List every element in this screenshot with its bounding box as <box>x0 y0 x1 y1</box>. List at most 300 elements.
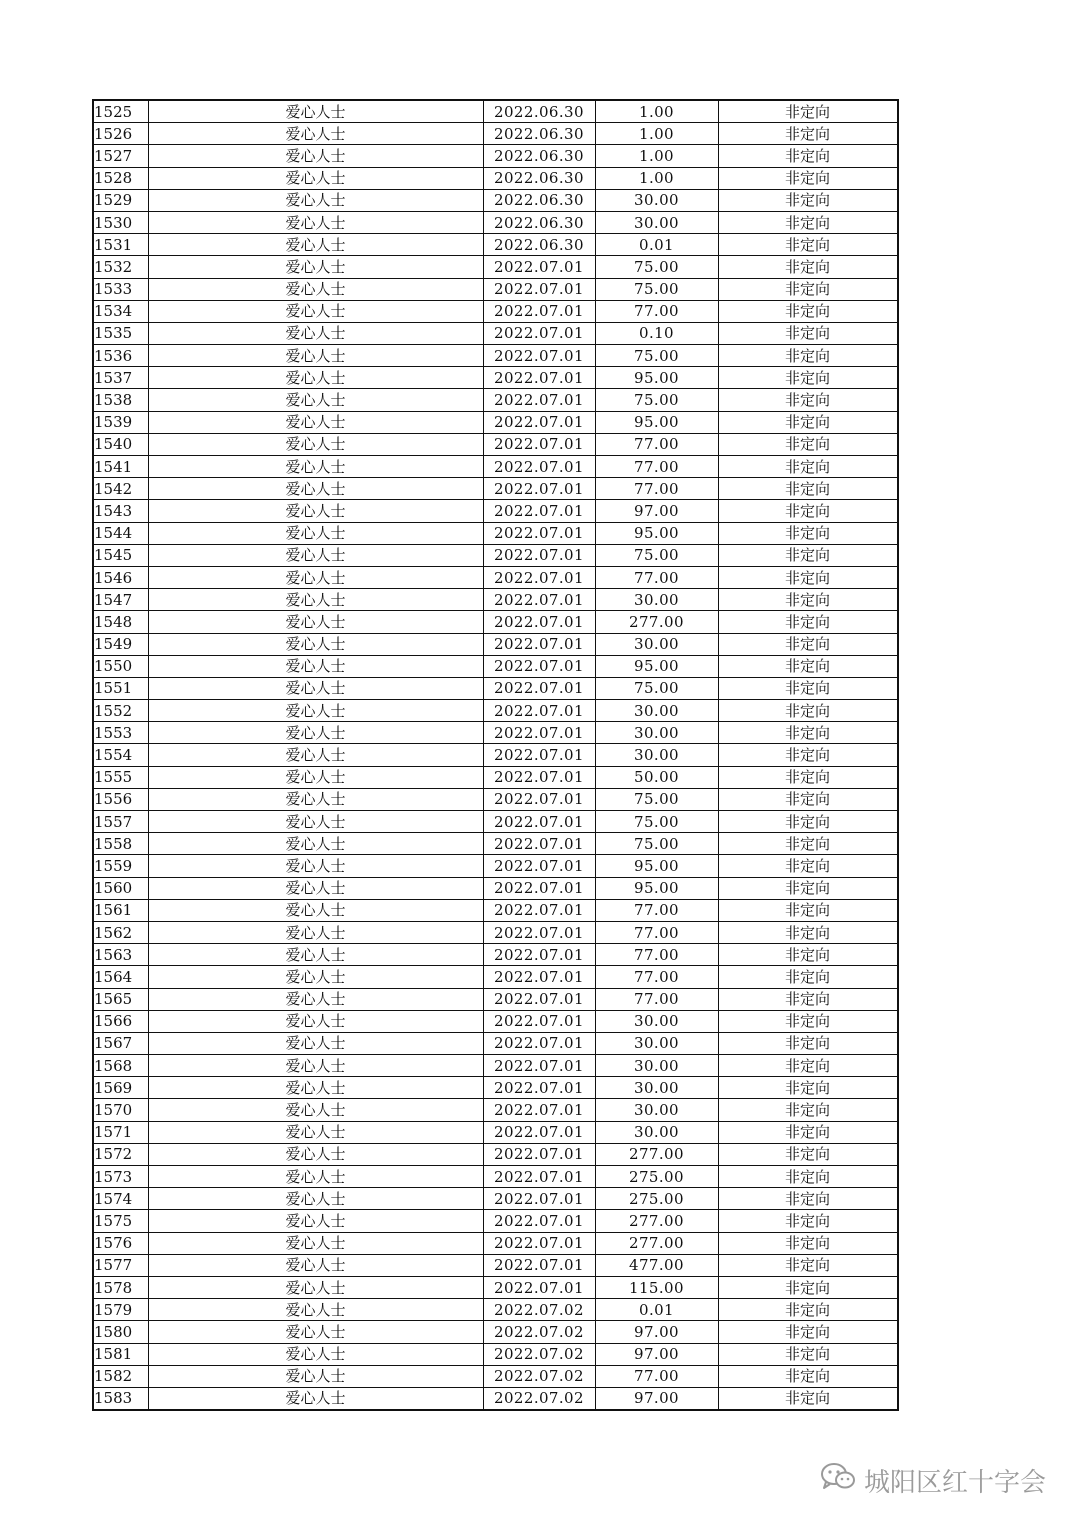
row-number-cell: 1543 <box>93 500 148 522</box>
donation-date-cell: 2022.07.01 <box>483 300 595 322</box>
donation-date-cell: 2022.07.02 <box>483 1387 595 1410</box>
donor-name-cell: 爱心人士 <box>148 300 483 322</box>
donation-amount-cell: 77.00 <box>595 966 718 988</box>
donation-amount-cell: 97.00 <box>595 1343 718 1365</box>
table-row <box>93 167 898 189</box>
donor-name-cell: 爱心人士 <box>148 1166 483 1188</box>
donation-date-cell: 2022.07.01 <box>483 1254 595 1276</box>
donation-amount-cell: 30.00 <box>595 1121 718 1143</box>
table-row <box>93 1010 898 1032</box>
table-row <box>93 788 898 810</box>
row-number-cell: 1532 <box>93 256 148 278</box>
donor-name-cell: 爱心人士 <box>148 145 483 167</box>
donation-amount-cell: 77.00 <box>595 566 718 588</box>
donation-amount-cell: 77.00 <box>595 1365 718 1387</box>
table-row <box>93 1166 898 1188</box>
donor-name-cell: 爱心人士 <box>148 189 483 211</box>
donation-type-cell: 非定向 <box>718 1365 898 1387</box>
donation-date-cell: 2022.07.01 <box>483 744 595 766</box>
table-row <box>93 744 898 766</box>
donor-name-cell: 爱心人士 <box>148 1343 483 1365</box>
donation-amount-cell: 1.00 <box>595 100 718 123</box>
row-number-cell: 1556 <box>93 788 148 810</box>
donation-date-cell: 2022.06.30 <box>483 211 595 233</box>
donation-type-cell: 非定向 <box>718 633 898 655</box>
donation-amount-cell: 1.00 <box>595 123 718 145</box>
row-number-cell: 1561 <box>93 899 148 921</box>
table-row <box>93 921 898 943</box>
donor-name-cell: 爱心人士 <box>148 167 483 189</box>
table-row <box>93 478 898 500</box>
table-row <box>93 189 898 211</box>
donation-type-cell: 非定向 <box>718 566 898 588</box>
table-row <box>93 677 898 699</box>
row-number-cell: 1577 <box>93 1254 148 1276</box>
donation-date-cell: 2022.06.30 <box>483 234 595 256</box>
row-number-cell: 1536 <box>93 345 148 367</box>
row-number-cell: 1557 <box>93 811 148 833</box>
donation-amount-cell: 30.00 <box>595 1032 718 1054</box>
donation-amount-cell: 477.00 <box>595 1254 718 1276</box>
donation-type-cell: 非定向 <box>718 278 898 300</box>
donation-amount-cell: 97.00 <box>595 500 718 522</box>
donation-amount-cell: 30.00 <box>595 1055 718 1077</box>
donation-type-cell: 非定向 <box>718 1232 898 1254</box>
donor-name-cell: 爱心人士 <box>148 833 483 855</box>
donation-amount-cell: 0.10 <box>595 322 718 344</box>
donation-type-cell: 非定向 <box>718 811 898 833</box>
donor-name-cell: 爱心人士 <box>148 123 483 145</box>
donation-amount-cell: 75.00 <box>595 788 718 810</box>
donation-amount-cell: 77.00 <box>595 300 718 322</box>
table-row <box>93 211 898 233</box>
donation-type-cell: 非定向 <box>718 500 898 522</box>
donation-amount-cell: 97.00 <box>595 1321 718 1343</box>
donation-type-cell: 非定向 <box>718 1299 898 1321</box>
donation-amount-cell: 95.00 <box>595 877 718 899</box>
donation-amount-cell: 75.00 <box>595 544 718 566</box>
donation-type-cell: 非定向 <box>718 744 898 766</box>
row-number-cell: 1575 <box>93 1210 148 1232</box>
row-number-cell: 1567 <box>93 1032 148 1054</box>
donation-date-cell: 2022.07.02 <box>483 1299 595 1321</box>
row-number-cell: 1563 <box>93 944 148 966</box>
donation-type-cell: 非定向 <box>718 988 898 1010</box>
donation-amount-cell: 115.00 <box>595 1276 718 1298</box>
donation-date-cell: 2022.06.30 <box>483 145 595 167</box>
donation-type-cell: 非定向 <box>718 189 898 211</box>
donation-date-cell: 2022.07.01 <box>483 411 595 433</box>
donation-amount-cell: 30.00 <box>595 1010 718 1032</box>
table-row <box>93 500 898 522</box>
table-row <box>93 1143 898 1165</box>
donation-date-cell: 2022.07.01 <box>483 1055 595 1077</box>
table-row <box>93 345 898 367</box>
row-number-cell: 1565 <box>93 988 148 1010</box>
donation-amount-cell: 77.00 <box>595 988 718 1010</box>
donation-date-cell: 2022.07.02 <box>483 1343 595 1365</box>
donation-type-cell: 非定向 <box>718 899 898 921</box>
row-number-cell: 1527 <box>93 145 148 167</box>
row-number-cell: 1559 <box>93 855 148 877</box>
donation-date-cell: 2022.07.01 <box>483 345 595 367</box>
row-number-cell: 1544 <box>93 522 148 544</box>
table-row <box>93 1121 898 1143</box>
donor-name-cell: 爱心人士 <box>148 677 483 699</box>
donation-type-cell: 非定向 <box>718 1343 898 1365</box>
donation-type-cell: 非定向 <box>718 211 898 233</box>
table-row <box>93 123 898 145</box>
donor-name-cell: 爱心人士 <box>148 389 483 411</box>
row-number-cell: 1530 <box>93 211 148 233</box>
donation-type-cell: 非定向 <box>718 921 898 943</box>
row-number-cell: 1529 <box>93 189 148 211</box>
row-number-cell: 1568 <box>93 1055 148 1077</box>
donor-name-cell: 爱心人士 <box>148 1365 483 1387</box>
table-row <box>93 1321 898 1343</box>
donor-name-cell: 爱心人士 <box>148 1032 483 1054</box>
table-row <box>93 456 898 478</box>
table-row <box>93 322 898 344</box>
donation-type-cell: 非定向 <box>718 544 898 566</box>
row-number-cell: 1566 <box>93 1010 148 1032</box>
table-row <box>93 1210 898 1232</box>
donation-date-cell: 2022.07.02 <box>483 1321 595 1343</box>
table-row <box>93 256 898 278</box>
row-number-cell: 1531 <box>93 234 148 256</box>
table-row <box>93 655 898 677</box>
watermark-text: 城阳区红十字会 <box>863 1467 1046 1498</box>
donation-date-cell: 2022.07.01 <box>483 456 595 478</box>
donation-amount-cell: 30.00 <box>595 189 718 211</box>
donation-type-cell: 非定向 <box>718 167 898 189</box>
donation-amount-cell: 30.00 <box>595 589 718 611</box>
donor-name-cell: 爱心人士 <box>148 944 483 966</box>
donation-type-cell: 非定向 <box>718 300 898 322</box>
table-row <box>93 1276 898 1298</box>
table-row <box>93 411 898 433</box>
donation-date-cell: 2022.07.02 <box>483 1365 595 1387</box>
donation-type-cell: 非定向 <box>718 655 898 677</box>
donor-name-cell: 爱心人士 <box>148 322 483 344</box>
donation-amount-cell: 50.00 <box>595 766 718 788</box>
donation-date-cell: 2022.07.01 <box>483 1010 595 1032</box>
donation-amount-cell: 75.00 <box>595 345 718 367</box>
donor-name-cell: 爱心人士 <box>148 1276 483 1298</box>
donation-date-cell: 2022.07.01 <box>483 899 595 921</box>
donor-name-cell: 爱心人士 <box>148 278 483 300</box>
donor-name-cell: 爱心人士 <box>148 744 483 766</box>
row-number-cell: 1525 <box>93 100 148 123</box>
donation-amount-cell: 277.00 <box>595 1232 718 1254</box>
donor-name-cell: 爱心人士 <box>148 566 483 588</box>
donation-table <box>92 99 899 1411</box>
row-number-cell: 1546 <box>93 566 148 588</box>
table-row <box>93 522 898 544</box>
row-number-cell: 1564 <box>93 966 148 988</box>
donation-amount-cell: 1.00 <box>595 167 718 189</box>
table-row <box>93 589 898 611</box>
row-number-cell: 1571 <box>93 1121 148 1143</box>
donation-table-body <box>93 100 898 1410</box>
donation-type-cell: 非定向 <box>718 1254 898 1276</box>
donation-date-cell: 2022.07.01 <box>483 1232 595 1254</box>
donation-type-cell: 非定向 <box>718 1321 898 1343</box>
donor-name-cell: 爱心人士 <box>148 1321 483 1343</box>
donation-type-cell: 非定向 <box>718 522 898 544</box>
donation-date-cell: 2022.07.01 <box>483 677 595 699</box>
donor-name-cell: 爱心人士 <box>148 921 483 943</box>
row-number-cell: 1542 <box>93 478 148 500</box>
donation-amount-cell: 277.00 <box>595 1210 718 1232</box>
donation-amount-cell: 95.00 <box>595 411 718 433</box>
donation-type-cell: 非定向 <box>718 677 898 699</box>
donation-amount-cell: 75.00 <box>595 677 718 699</box>
donation-amount-cell: 30.00 <box>595 744 718 766</box>
row-number-cell: 1553 <box>93 722 148 744</box>
table-row <box>93 877 898 899</box>
donation-date-cell: 2022.07.01 <box>483 655 595 677</box>
wechat-icon <box>820 1461 856 1500</box>
row-number-cell: 1537 <box>93 367 148 389</box>
donation-amount-cell: 77.00 <box>595 899 718 921</box>
donation-amount-cell: 77.00 <box>595 944 718 966</box>
donation-type-cell: 非定向 <box>718 722 898 744</box>
donor-name-cell: 爱心人士 <box>148 1188 483 1210</box>
row-number-cell: 1526 <box>93 123 148 145</box>
donation-amount-cell: 95.00 <box>595 367 718 389</box>
donation-type-cell: 非定向 <box>718 1121 898 1143</box>
donation-type-cell: 非定向 <box>718 700 898 722</box>
table-row <box>93 966 898 988</box>
donation-type-cell: 非定向 <box>718 456 898 478</box>
donor-name-cell: 爱心人士 <box>148 1010 483 1032</box>
donation-date-cell: 2022.07.01 <box>483 589 595 611</box>
donation-date-cell: 2022.07.01 <box>483 921 595 943</box>
table-row <box>93 766 898 788</box>
donation-type-cell: 非定向 <box>718 589 898 611</box>
donation-type-cell: 非定向 <box>718 322 898 344</box>
donation-date-cell: 2022.07.01 <box>483 1188 595 1210</box>
donation-amount-cell: 30.00 <box>595 722 718 744</box>
donor-name-cell: 爱心人士 <box>148 1055 483 1077</box>
donor-name-cell: 爱心人士 <box>148 877 483 899</box>
donor-name-cell: 爱心人士 <box>148 234 483 256</box>
donation-amount-cell: 277.00 <box>595 1143 718 1165</box>
table-row <box>93 145 898 167</box>
donation-amount-cell: 75.00 <box>595 256 718 278</box>
table-row <box>93 1299 898 1321</box>
donation-amount-cell: 77.00 <box>595 921 718 943</box>
donation-type-cell: 非定向 <box>718 478 898 500</box>
row-number-cell: 1569 <box>93 1077 148 1099</box>
donation-type-cell: 非定向 <box>718 766 898 788</box>
row-number-cell: 1533 <box>93 278 148 300</box>
table-row <box>93 944 898 966</box>
donor-name-cell: 爱心人士 <box>148 433 483 455</box>
donation-type-cell: 非定向 <box>718 1143 898 1165</box>
donation-type-cell: 非定向 <box>718 1099 898 1121</box>
donation-type-cell: 非定向 <box>718 1276 898 1298</box>
table-row <box>93 1232 898 1254</box>
donor-name-cell: 爱心人士 <box>148 988 483 1010</box>
donation-amount-cell: 75.00 <box>595 811 718 833</box>
donor-name-cell: 爱心人士 <box>148 966 483 988</box>
table-row <box>93 1365 898 1387</box>
donation-amount-cell: 97.00 <box>595 1387 718 1410</box>
donation-amount-cell: 30.00 <box>595 211 718 233</box>
table-row <box>93 722 898 744</box>
donor-name-cell: 爱心人士 <box>148 478 483 500</box>
table-row <box>93 1099 898 1121</box>
table-row <box>93 988 898 1010</box>
donation-date-cell: 2022.07.01 <box>483 833 595 855</box>
donation-date-cell: 2022.07.01 <box>483 944 595 966</box>
donation-amount-cell: 30.00 <box>595 1077 718 1099</box>
donor-name-cell: 爱心人士 <box>148 855 483 877</box>
donor-name-cell: 爱心人士 <box>148 1143 483 1165</box>
donation-date-cell: 2022.06.30 <box>483 100 595 123</box>
donation-type-cell: 非定向 <box>718 1077 898 1099</box>
donation-type-cell: 非定向 <box>718 877 898 899</box>
row-number-cell: 1545 <box>93 544 148 566</box>
donation-date-cell: 2022.07.01 <box>483 811 595 833</box>
donation-date-cell: 2022.07.01 <box>483 256 595 278</box>
donor-name-cell: 爱心人士 <box>148 811 483 833</box>
donation-date-cell: 2022.06.30 <box>483 123 595 145</box>
donation-date-cell: 2022.06.30 <box>483 167 595 189</box>
donation-type-cell: 非定向 <box>718 1010 898 1032</box>
donor-name-cell: 爱心人士 <box>148 1099 483 1121</box>
row-number-cell: 1528 <box>93 167 148 189</box>
donor-name-cell: 爱心人士 <box>148 100 483 123</box>
donation-amount-cell: 1.00 <box>595 145 718 167</box>
donation-date-cell: 2022.07.01 <box>483 611 595 633</box>
donor-name-cell: 爱心人士 <box>148 1121 483 1143</box>
donation-type-cell: 非定向 <box>718 433 898 455</box>
donation-type-cell: 非定向 <box>718 1387 898 1410</box>
donation-date-cell: 2022.07.01 <box>483 322 595 344</box>
donation-date-cell: 2022.07.01 <box>483 433 595 455</box>
donation-type-cell: 非定向 <box>718 855 898 877</box>
donation-amount-cell: 75.00 <box>595 389 718 411</box>
row-number-cell: 1534 <box>93 300 148 322</box>
table-row <box>93 1254 898 1276</box>
row-number-cell: 1578 <box>93 1276 148 1298</box>
donor-name-cell: 爱心人士 <box>148 766 483 788</box>
donation-type-cell: 非定向 <box>718 145 898 167</box>
donation-amount-cell: 77.00 <box>595 433 718 455</box>
donor-name-cell: 爱心人士 <box>148 1232 483 1254</box>
donation-type-cell: 非定向 <box>718 411 898 433</box>
table-row <box>93 899 898 921</box>
donation-type-cell: 非定向 <box>718 611 898 633</box>
table-row <box>93 433 898 455</box>
table-row <box>93 833 898 855</box>
donation-amount-cell: 30.00 <box>595 700 718 722</box>
row-number-cell: 1535 <box>93 322 148 344</box>
table-row <box>93 1032 898 1054</box>
donation-date-cell: 2022.07.01 <box>483 700 595 722</box>
row-number-cell: 1573 <box>93 1166 148 1188</box>
donor-name-cell: 爱心人士 <box>148 522 483 544</box>
row-number-cell: 1540 <box>93 433 148 455</box>
donor-name-cell: 爱心人士 <box>148 1077 483 1099</box>
donation-type-cell: 非定向 <box>718 833 898 855</box>
row-number-cell: 1580 <box>93 1321 148 1343</box>
donor-name-cell: 爱心人士 <box>148 1210 483 1232</box>
row-number-cell: 1555 <box>93 766 148 788</box>
row-number-cell: 1576 <box>93 1232 148 1254</box>
donation-date-cell: 2022.07.01 <box>483 966 595 988</box>
donation-date-cell: 2022.07.01 <box>483 367 595 389</box>
table-row <box>93 389 898 411</box>
donation-date-cell: 2022.07.01 <box>483 544 595 566</box>
table-row <box>93 278 898 300</box>
donation-date-cell: 2022.07.01 <box>483 522 595 544</box>
donation-type-cell: 非定向 <box>718 1032 898 1054</box>
donor-name-cell: 爱心人士 <box>148 211 483 233</box>
donation-type-cell: 非定向 <box>718 389 898 411</box>
row-number-cell: 1570 <box>93 1099 148 1121</box>
row-number-cell: 1579 <box>93 1299 148 1321</box>
row-number-cell: 1574 <box>93 1188 148 1210</box>
donor-name-cell: 爱心人士 <box>148 544 483 566</box>
donation-amount-cell: 30.00 <box>595 1099 718 1121</box>
row-number-cell: 1547 <box>93 589 148 611</box>
donation-date-cell: 2022.07.01 <box>483 1099 595 1121</box>
account-watermark <box>820 1460 1046 1500</box>
donor-name-cell: 爱心人士 <box>148 655 483 677</box>
donor-name-cell: 爱心人士 <box>148 1299 483 1321</box>
row-number-cell: 1549 <box>93 633 148 655</box>
table-row <box>93 1387 898 1410</box>
donation-amount-cell: 77.00 <box>595 456 718 478</box>
donation-type-cell: 非定向 <box>718 1210 898 1232</box>
row-number-cell: 1554 <box>93 744 148 766</box>
donor-name-cell: 爱心人士 <box>148 1254 483 1276</box>
donation-date-cell: 2022.07.01 <box>483 1276 595 1298</box>
donation-date-cell: 2022.07.01 <box>483 855 595 877</box>
donor-name-cell: 爱心人士 <box>148 345 483 367</box>
donation-date-cell: 2022.07.01 <box>483 1032 595 1054</box>
row-number-cell: 1552 <box>93 700 148 722</box>
donation-date-cell: 2022.07.01 <box>483 1166 595 1188</box>
donation-date-cell: 2022.07.01 <box>483 566 595 588</box>
donation-amount-cell: 0.01 <box>595 234 718 256</box>
donation-date-cell: 2022.07.01 <box>483 1121 595 1143</box>
row-number-cell: 1560 <box>93 877 148 899</box>
donation-type-cell: 非定向 <box>718 1188 898 1210</box>
row-number-cell: 1582 <box>93 1365 148 1387</box>
donation-type-cell: 非定向 <box>718 1055 898 1077</box>
table-row <box>93 544 898 566</box>
row-number-cell: 1572 <box>93 1143 148 1165</box>
donor-name-cell: 爱心人士 <box>148 367 483 389</box>
donation-amount-cell: 275.00 <box>595 1166 718 1188</box>
row-number-cell: 1583 <box>93 1387 148 1410</box>
donation-date-cell: 2022.06.30 <box>483 189 595 211</box>
donation-date-cell: 2022.07.01 <box>483 389 595 411</box>
donation-date-cell: 2022.07.01 <box>483 633 595 655</box>
donation-date-cell: 2022.07.01 <box>483 500 595 522</box>
donor-name-cell: 爱心人士 <box>148 411 483 433</box>
table-row <box>93 300 898 322</box>
table-row <box>93 811 898 833</box>
donation-date-cell: 2022.07.01 <box>483 1077 595 1099</box>
table-row <box>93 611 898 633</box>
donation-amount-cell: 95.00 <box>595 855 718 877</box>
